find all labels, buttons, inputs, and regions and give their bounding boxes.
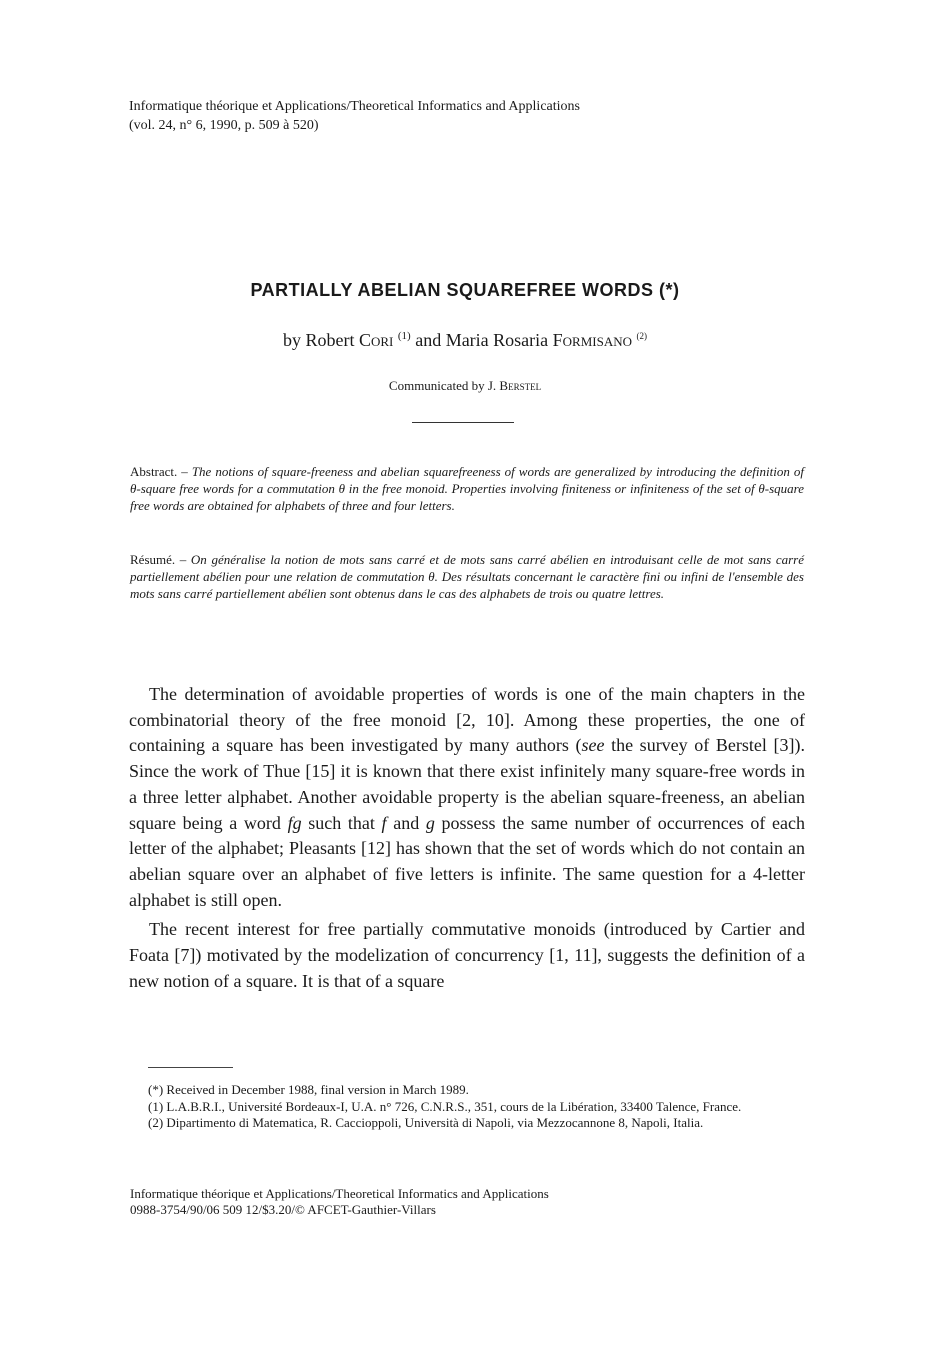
journal-name: Informatique théorique et Applications/Theoretical Informatics and Applications xyxy=(129,99,580,114)
author-1-footnote-marker: (1) xyxy=(397,330,411,342)
footnote-2: (2) Dipartimento di Matematica, R. Caccioppoli, Università di Napoli, via Mezzocannone 8, Napoli, Italia. xyxy=(148,1115,704,1130)
page-footer xyxy=(130,1186,549,1218)
footnote-received: (*) Received in December 1988, final version in March 1989. xyxy=(148,1082,469,1097)
body-paragraph-2: The recent interest for free partially commutative monoids (introduced by Cartier and Foata [7]) motivated by the modelization of concurrency [1, 11], suggests the definition of a new notion of a square. It is that of a square xyxy=(129,919,805,991)
p1-part-c: such that xyxy=(301,812,382,833)
p1-part-b: the survey of Berstel [3]). Since the work of Thue [15] it is known that there exist infinitely many square-free words in a three letter alphabet. Another avoidable property is the abelian square-freeness, an abelian square being a word xyxy=(129,735,805,833)
resume-label: Résumé. – xyxy=(130,552,191,567)
abstract-label: Abstract. – xyxy=(130,464,192,479)
body-text xyxy=(129,682,805,994)
p1-part-d: and xyxy=(386,812,426,833)
p1-g: g xyxy=(425,812,435,833)
footnotes xyxy=(130,1082,806,1132)
title-separator xyxy=(412,422,514,423)
p1-part-e: possess the same number of occurrences of each letter of the alphabet; Pleasants [12] has shown that the set of words which do not contain an abelian square over an alphabet of five letters is infinite. The same question for a 4-letter alphabet is still open. xyxy=(129,812,805,910)
p1-part-a: The determination of avoidable properties of words is one of the main chapters in the combinatorial theory of the free monoid [2, 10]. Among these properties, the one of containing a square has been investigated by many authors ( xyxy=(129,684,805,756)
abstract-text: The notions of square-freeness and abelian squarefreeness of words are generalized by introducing the definition of θ-square free words for a commutation θ in the free monoid. Properties involving finiteness or infiniteness of the set of θ-square free words are obtained for alphabets of three and four letters. xyxy=(130,464,804,513)
abstract xyxy=(130,463,804,514)
paper-title: PARTIALLY ABELIAN SQUAREFREE WORDS (*) xyxy=(250,280,680,300)
communicated-name: Berstel xyxy=(499,378,542,393)
author-2-surname: Formisano xyxy=(552,330,633,350)
journal-volume: (vol. 24, n° 6, 1990, p. 509 à 520) xyxy=(129,118,319,133)
authors-line xyxy=(0,330,930,351)
resume xyxy=(130,551,804,602)
communicated-by xyxy=(0,378,930,394)
footer-journal: Informatique théorique et Applications/Theoretical Informatics and Applications xyxy=(130,1186,549,1201)
authors-by: by Robert xyxy=(282,330,359,350)
p1-see: see xyxy=(581,735,605,756)
p1-fg: fg xyxy=(287,812,302,833)
authors-and: and Maria Rosaria xyxy=(410,330,553,350)
p1-f: f xyxy=(381,812,387,833)
resume-text: On généralise la notion de mots sans carré et de mots sans carré abélien en introduisant celle de mot sans carré partiellement abélien pour une relation de commutation θ. Des résultats concernant le caractère fini ou infini de l'ensemble des mots sans carré partiellement abélien sont obtenus dans le cas des alphabets de trois ou quatre lettres. xyxy=(130,552,804,601)
author-1-surname: Cori xyxy=(358,330,394,350)
footnote-1: (1) L.A.B.R.I., Université Bordeaux-I, U.A. n° 726, C.N.R.S., 351, cours de la Libération, 33400 Talence, France. xyxy=(148,1098,742,1114)
body-paragraph-1 xyxy=(129,682,805,913)
footer-issn: 0988-3754/90/06 509 12/$3.20/© AFCET-Gauthier-Villars xyxy=(130,1202,436,1217)
author-2-footnote-marker: (2) xyxy=(636,331,648,341)
journal-header xyxy=(129,97,580,135)
footnote-separator xyxy=(148,1067,233,1068)
communicated-prefix: Communicated by J. xyxy=(388,378,500,393)
